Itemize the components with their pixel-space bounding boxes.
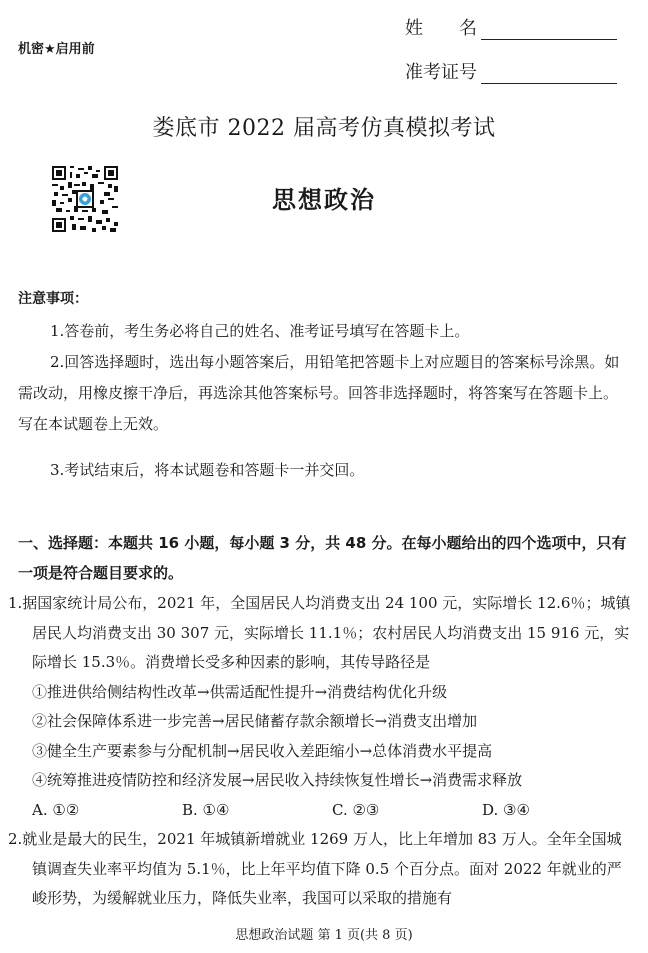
page-footer: 思想政治试题 第 1 页(共 8 页) bbox=[235, 928, 413, 943]
name-label: 姓 名 bbox=[405, 18, 477, 39]
exam-id-field bbox=[405, 58, 617, 84]
notice-heading: 注意事项： bbox=[18, 291, 88, 307]
statement-item: ②社会保障体系进一步完善→居民储蓄存款余额增长→消费支出增加 bbox=[32, 712, 478, 730]
choice-c[interactable]: C. ②③ bbox=[332, 800, 380, 819]
notice-item: 3.考试结束后，将本试题卷和答题卡一并交回。 bbox=[50, 461, 365, 479]
question-stem: 2.就业是最大的民生，2021 年城镇新增就业 1269 万人，比上年增加 83 万人。全年全国城镇调查失业率平均值为 5.1％，比上年平均值下降 0.5 个百分点。面对 2022 年就业的严峻形势，为缓解就业压力，降低失业率，我国可以采取的措施有 bbox=[8, 830, 622, 907]
statement-item: ④统筹推进疫情防控和经济发展→居民收入持续恢复性增长→消费需求释放 bbox=[32, 771, 523, 789]
choice-b[interactable]: B. ①④ bbox=[182, 800, 230, 819]
name-field bbox=[405, 14, 617, 40]
question-1 bbox=[8, 589, 632, 825]
notice-item: 2.回答选择题时，选出每小题答案后，用铅笔把答题卡上对应题目的答案标号涂黑。如需改动，用橡皮擦干净后，再选涂其他答案标号。回答非选择题时，将答案写在答题卡上。写在本试题卷上无效。 bbox=[18, 353, 620, 433]
subject-title: 思想政治 bbox=[272, 186, 376, 214]
answer-choices bbox=[8, 796, 632, 826]
choice-d[interactable]: D. ③④ bbox=[482, 800, 530, 819]
exam-id-blank[interactable] bbox=[481, 63, 617, 84]
question-stem: 1.据国家统计局公布，2021 年，全国居民人均消费支出 24 100 元，实际增长 12.6％；城镇居民人均消费支出 30 307 元，实际增长 11.1％；农村居民人均消费支出 15 916 元，实际增长 15.3％。消费增长受多种因素的影响，其传导路径是 bbox=[8, 594, 631, 671]
statement-item: ①推进供给侧结构性改革→供需适配性提升→消费结构优化升级 bbox=[32, 682, 448, 701]
confidential-label: 机密★启用前 bbox=[18, 42, 95, 57]
question-2 bbox=[8, 825, 632, 914]
statement-item: ③健全生产要素参与分配机制→居民收入差距缩小→总体消费水平提高 bbox=[32, 741, 493, 760]
notice-item: 1.答卷前，考生务必将自己的姓名、准考证号填写在答题卡上。 bbox=[50, 322, 470, 340]
exam-id-label: 准考证号 bbox=[405, 62, 477, 83]
name-blank[interactable] bbox=[481, 19, 617, 40]
choice-a[interactable]: A. ①② bbox=[32, 800, 80, 819]
section-heading: 一、选择题：本题共 16 小题，每小题 3 分，共 48 分。在每小题给出的四个选项中，只有一项是符合题目要求的。 bbox=[18, 534, 627, 582]
exam-title: 娄底市 2022 届高考仿真模拟考试 bbox=[152, 116, 496, 141]
